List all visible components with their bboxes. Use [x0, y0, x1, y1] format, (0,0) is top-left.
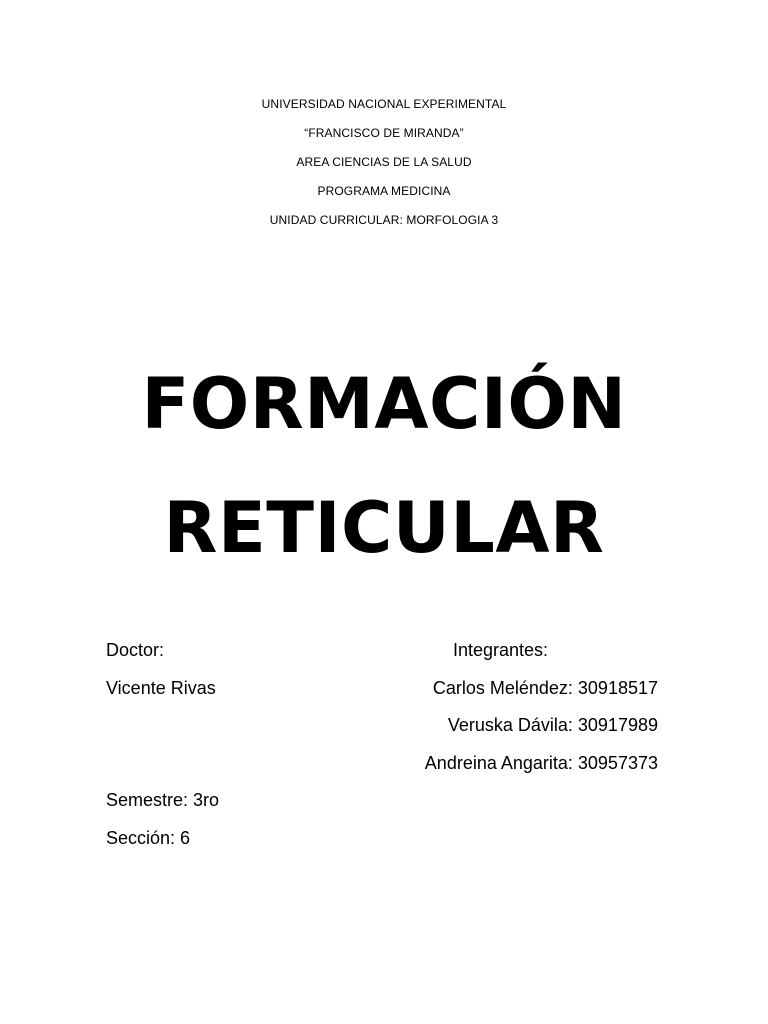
title-line-2: RETICULAR [163, 487, 605, 569]
member-item: Carlos Meléndez: 30918517 [432, 678, 658, 698]
title-line-1: FORMACIÓN [141, 363, 627, 445]
member-item: Andreina Angarita: 30957373 [424, 753, 658, 773]
area-name: AREA CIENCIAS DE LA SALUD [296, 155, 472, 169]
university-motto: “FRANCISCO DE MIRANDA” [304, 126, 464, 140]
document-title [0, 342, 768, 590]
institution-header [0, 90, 768, 235]
program-name: PROGRAMA MEDICINA [317, 184, 451, 198]
doctor-name: Vicente Rivas [106, 678, 216, 698]
member-item: Veruska Dávila: 30917989 [447, 715, 658, 735]
section: Sección: 6 [106, 828, 191, 848]
doctor-label: Doctor: [106, 640, 165, 660]
curricular-unit: UNIDAD CURRICULAR: MORFOLOGIA 3 [269, 213, 499, 227]
semester: Semestre: 3ro [106, 790, 220, 810]
members-label: Integrantes: [453, 640, 549, 660]
university-name: UNIVERSIDAD NACIONAL EXPERIMENTAL [261, 97, 507, 111]
